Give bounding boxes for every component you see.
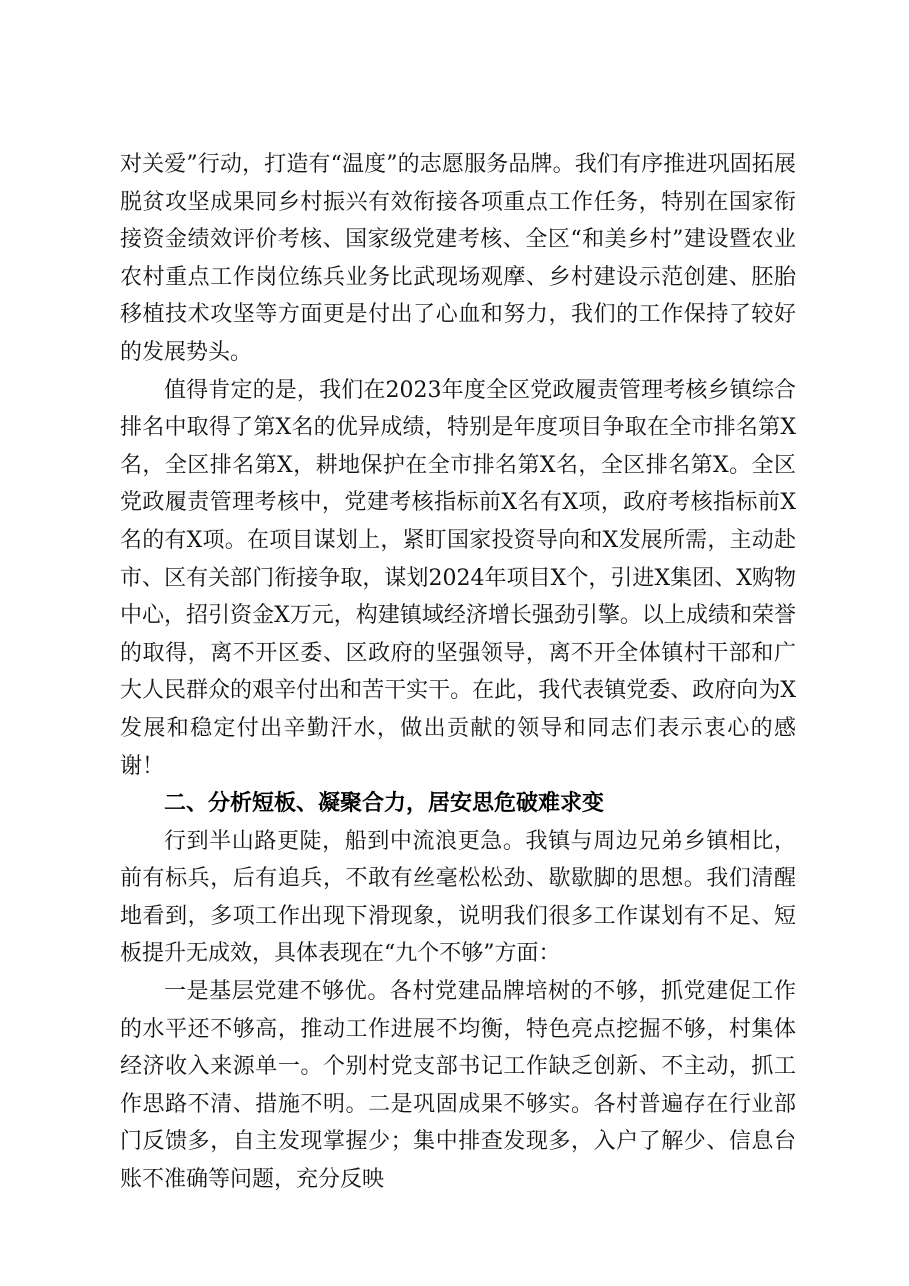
paragraph-continued: 对关爱”行动，打造有“温度”的志愿服务品牌。我们有序推进巩固拓展脱贫攻坚成果同乡村振兴有效衔接各项重点工作任务，特别在国家衔接资金绩效评价考核、国家级党建考核、全区“和美乡村”建设暨农业农村重点工作岗位练兵业务比武现场观摩、乡村建设示范创建、胚胎移植技术攻坚等方面更是付出了心血和努力，我们的工作保持了较好的发展势头。 <box>120 152 796 365</box>
document-body <box>120 146 796 1199</box>
paragraph-shortcomings-detail: 一是基层党建不够优。各村党建品牌培树的不够，抓党建促工作的水平还不够高，推动工作进展不均衡，特色亮点挖掘不够，村集体经济收入来源单一。个别村党支部书记工作缺乏创新、不主动，抓工作思路不清、措施不明。二是巩固成果不够实。各村普遍存在行业部门反馈多，自主发现掌握少；集中排查发现多，入户了解少、信息台账不准确等问题，充分反映 <box>120 979 796 1193</box>
paragraph-achievements: 值得肯定的是，我们在2023年度全区党政履责管理考核乡镇综合排名中取得了第X名的优异成绩，特别是年度项目争取在全市排名第X名，全区排名第X，耕地保护在全市排名第X名，全区排名第X。全区党政履责管理考核中，党建考核指标前X名有X项，政府考核指标前X名的有X项。在项目谋划上，紧盯国家投资导向和X发展所需，主动赴市、区有关部门衔接争取，谋划2024年项目X个，引进X集团、X购物中心，招引资金X万元，构建镇域经济增长强劲引擎。以上成绩和荣誉的取得，离不开区委、区政府的坚强领导，离不开全体镇村干部和广大人民群众的艰辛付出和苦干实干。在此，我代表镇党委、政府向为X发展和稳定付出辛勤汗水，做出贡献的领导和同志们表示衷心的感谢！ <box>120 377 796 779</box>
section-heading: 二、分析短板、凝聚合力，居安思危破难求变 <box>164 791 605 817</box>
paragraph-shortcomings-intro: 行到半山路更陡，船到中流浪更急。我镇与周边兄弟乡镇相比，前有标兵，后有追兵，不敢有丝毫松松劲、歇歇脚的思想。我们清醒地看到，多项工作出现下滑现象，说明我们很多工作谋划有不足、短板提升无成效，具体表现在“九个不够”方面： <box>120 828 796 967</box>
